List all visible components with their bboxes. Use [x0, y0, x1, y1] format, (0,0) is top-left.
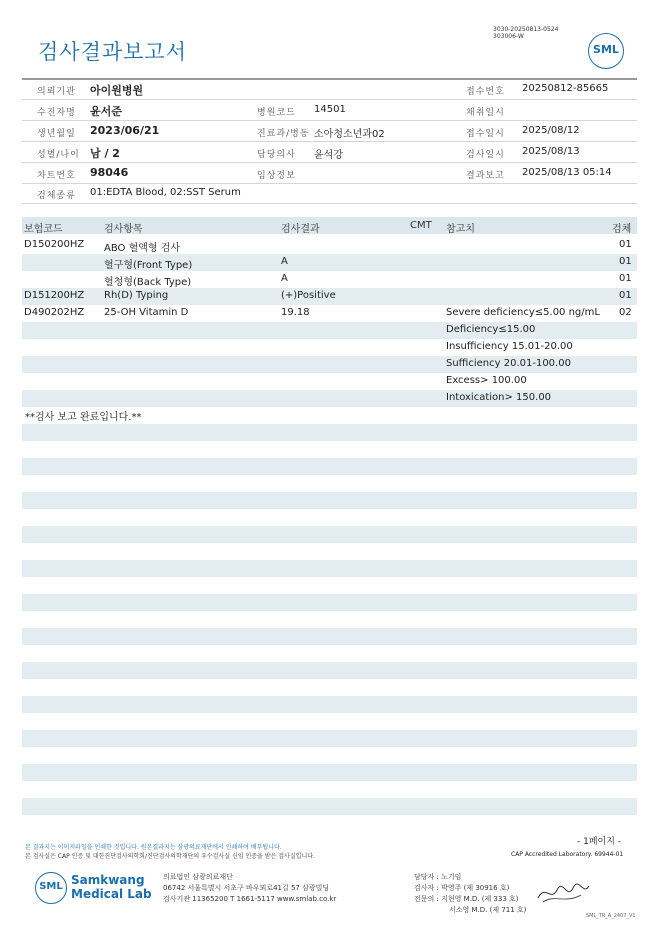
cell-specimen: 01: [619, 273, 632, 284]
cell-ref: Insufficiency 15.01-20.00: [446, 341, 573, 352]
lab-address: 의료법인 삼광의료재단 06742 서울특별시 서초구 바우뫼로41길 57 삼광빌딩 검사기관 11365200 T 1661-5117 www.smlab.co.kr: [163, 873, 337, 903]
header-result: 검사결과: [281, 224, 320, 235]
signature-icon: [535, 880, 591, 906]
sml-logo-icon: SML: [588, 33, 624, 69]
cell-specimen: 01: [619, 290, 632, 301]
empty-row: [22, 492, 637, 509]
divider: [22, 120, 637, 121]
empty-row: [22, 764, 637, 781]
empty-row: [22, 526, 637, 543]
empty-row: [22, 424, 637, 441]
document-code: 3030-20250813-0524 303006-W: [493, 26, 559, 40]
cell-specimen: 01: [619, 256, 632, 267]
table-row: [22, 237, 637, 254]
header-code: 보험코드: [24, 224, 63, 235]
document-version: SML_TR_A_2407_V1: [586, 913, 636, 919]
receipt-no-value: 20250812-85665: [522, 83, 609, 94]
cell-item: 혈구형(Front Type): [104, 260, 193, 271]
empty-row: [22, 696, 637, 713]
header-specimen: 검체: [612, 224, 632, 235]
sml-logo-icon: SML: [35, 872, 67, 904]
table-row: [22, 390, 637, 407]
receipt-no-label: 접수번호: [466, 87, 505, 97]
cell-ref: Sufficiency 20.01-100.00: [446, 358, 571, 369]
test-date-value: 2025/08/13: [522, 146, 580, 157]
chart-no-value: 98046: [90, 166, 129, 179]
page-number: - 1페이지 -: [577, 837, 622, 847]
sex-age-value: 남 / 2: [90, 147, 120, 160]
header-ref: 참고치: [446, 224, 475, 235]
brand-name: Samkwang Medical Lab: [71, 873, 152, 901]
dept-value: 소아청소년과02: [314, 129, 385, 140]
header-item: 검사항목: [104, 224, 143, 235]
doctor-value: 윤석강: [314, 150, 343, 161]
divider: [22, 99, 637, 100]
cell-ref: Excess> 100.00: [446, 375, 527, 386]
sex-age-label: 성별/나이: [37, 150, 80, 160]
divider: [22, 183, 637, 184]
cell-code: D150200HZ: [24, 239, 85, 250]
dept-label: 진료과/병동: [257, 129, 310, 139]
cell-code: D490202HZ: [24, 307, 85, 318]
divider: [22, 141, 637, 142]
cell-ref: Intoxication> 150.00: [446, 392, 552, 403]
dob-value: 2023/06/21: [90, 124, 160, 137]
table-row: [22, 305, 637, 322]
divider: [22, 203, 637, 204]
cell-ref: Deficiency≤15.00: [446, 324, 536, 335]
empty-row: [22, 662, 637, 679]
table-row: [22, 356, 637, 373]
specimen-value: 01:EDTA Blood, 02:SST Serum: [90, 187, 241, 198]
cell-ref: Severe deficiency≤5.00 ng/mL: [446, 307, 600, 318]
hospital-code-label: 병원코드: [257, 108, 296, 118]
empty-row: [22, 560, 637, 577]
institution-label: 의뢰기관: [37, 87, 76, 97]
cap-accreditation: CAP Accredited Laboratory. 69944-01: [511, 851, 624, 858]
empty-row: [22, 628, 637, 645]
patient-value: 윤서준: [90, 105, 122, 118]
hospital-code-value: 14501: [314, 104, 346, 115]
empty-row: [22, 594, 637, 611]
table-row: [22, 288, 637, 305]
cell-result: A: [281, 273, 288, 284]
report-date-value: 2025/08/13 05:14: [522, 167, 612, 178]
patient-label: 수진자명: [37, 108, 76, 118]
receipt-date-value: 2025/08/12: [522, 125, 580, 136]
divider: [22, 78, 637, 80]
staff-block: 담당자 : 노기임 검사자 : 박영주 (제 30916 호) 전문의 : 지현영 M.D. (제 333 호) 서소영 M.D. (제 711 호): [414, 873, 527, 914]
cap-disclaimer: 본 검사실은 CAP 인증 및 대한진단검사의학회/진단검사의학재단의 우수검사실 신임 인증을 받은 검사실입니다.: [25, 853, 315, 860]
cell-code: D151200HZ: [24, 290, 85, 301]
image-disclaimer: 본 결과지는 이미지파일을 인쇄한 것입니다. 원본결과지는 삼광의료재단에서 인쇄하여 배부됩니다.: [25, 844, 282, 851]
table-row: [22, 322, 637, 339]
cell-item: 25-OH Vitamin D: [104, 307, 189, 318]
cell-item: ABO 혈액형 검사: [104, 243, 181, 254]
header-cmt: CMT: [410, 220, 432, 231]
collect-date-label: 채취일시: [466, 108, 505, 118]
cell-specimen: 02: [619, 307, 632, 318]
chart-no-label: 차트번호: [37, 171, 76, 181]
table-row: [22, 373, 637, 390]
cell-specimen: 01: [619, 239, 632, 250]
table-row: [22, 339, 637, 356]
divider: [22, 162, 637, 163]
cell-result: 19.18: [281, 307, 310, 318]
empty-row: [22, 730, 637, 747]
clinical-label: 임상정보: [257, 171, 296, 181]
end-note: **검사 보고 완료입니다.**: [25, 412, 142, 423]
test-date-label: 검사일시: [466, 150, 505, 160]
cell-item: Rh(D) Typing: [104, 290, 169, 301]
report-title: 검사결과보고서: [38, 40, 188, 64]
institution-value: 아이원병원: [90, 84, 144, 97]
specimen-label: 검체종류: [37, 191, 76, 201]
report-date-label: 결과보고: [466, 171, 505, 181]
table-row: [22, 271, 637, 288]
dob-label: 생년월일: [37, 129, 76, 139]
empty-row: [22, 798, 637, 815]
receipt-date-label: 접수일시: [466, 129, 505, 139]
doctor-label: 담당의사: [257, 150, 296, 160]
cell-result: A: [281, 256, 288, 267]
cell-result: (+)Positive: [281, 290, 336, 301]
empty-row: [22, 458, 637, 475]
cell-item: 혈청형(Back Type): [104, 277, 192, 288]
table-row: [22, 254, 637, 271]
